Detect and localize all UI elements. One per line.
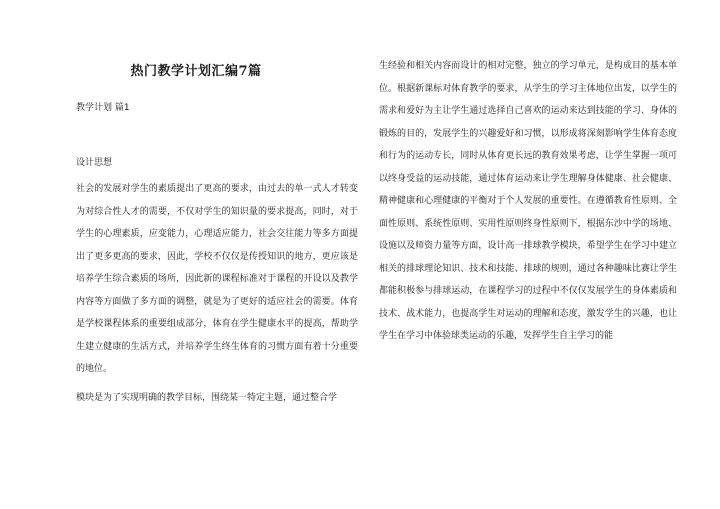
paragraph-2: 模块是为了实现明确的教学目标，围绕某一特定主题，通过整合学 [76, 392, 338, 403]
paragraph-1: 社会的发展对学生的素质提出了更高的要求，由过去的单一式人才转变为对综合性人才的需要，不仅对学生的知识量的要求提高，同时，对于学生的心理素质，应变能力，心理适应能力，社会交往能力等多方面提出了更多更高的要求，因此，学校不仅仅是传授知识的地方，更应该是培养学生综合素质的场所，因此新的课程标准对于课程的开设以及教学内容等方面做了多方面的调整，就是为了更好的适应社会的需要。体育是学校课程体系的重要组成部分，体育在学生健康水平的提高，帮助学生建立健康的生活方式，并培养学生终生体育的习惯方面有着十分重要的地位。 [76, 184, 358, 374]
right-column-body [379, 55, 677, 348]
document-subtitle: 教学计划 篇1 [76, 103, 130, 113]
section-heading: 设计思想 [76, 158, 113, 168]
document-title: 热门教学计划汇编7篇 [130, 64, 262, 79]
left-column-body [76, 178, 358, 409]
paragraph-3: 生经验和相关内容而设计的相对完整，独立的学习单元，是构成目的基本单位。根据新课标对体育教学的要求，从学生的学习主体地位出发，以学生的需求和爱好为主让学生通过选择自己喜欢的运动来达到技能的学习、身体的锻炼的目的，发展学生的兴趣爱好和习惯，以形成将深刻影响学生体育态度和行为的运动专长，同时从体育更长远的教育效果考虑，让学生掌握一项可以终身受益的运动技能，通过体育运动来让学生理解身体健康、社会健康、精神健康和心理健康的平衡对于个人发展的重要性。在遵循教育性原则、全面性原则、系统性原则、实用性原则终身性原则下，根据东沙中学的场地、设施以及师资力量等方面，设计高一排球教学模块，希望学生在学习中建立相关的排球理论知识、技术和技能、排球的规则，通过各种趣味比赛让学生都能积极参与排球运动，在课程学习的过程中不仅仅发展学生的身体素质和技术、战术能力，也提高学生对运动的理解和态度，激发学生的兴趣，也让学生在学习中体验球类运动的乐趣，发挥学生自主学习的能 [379, 61, 677, 341]
